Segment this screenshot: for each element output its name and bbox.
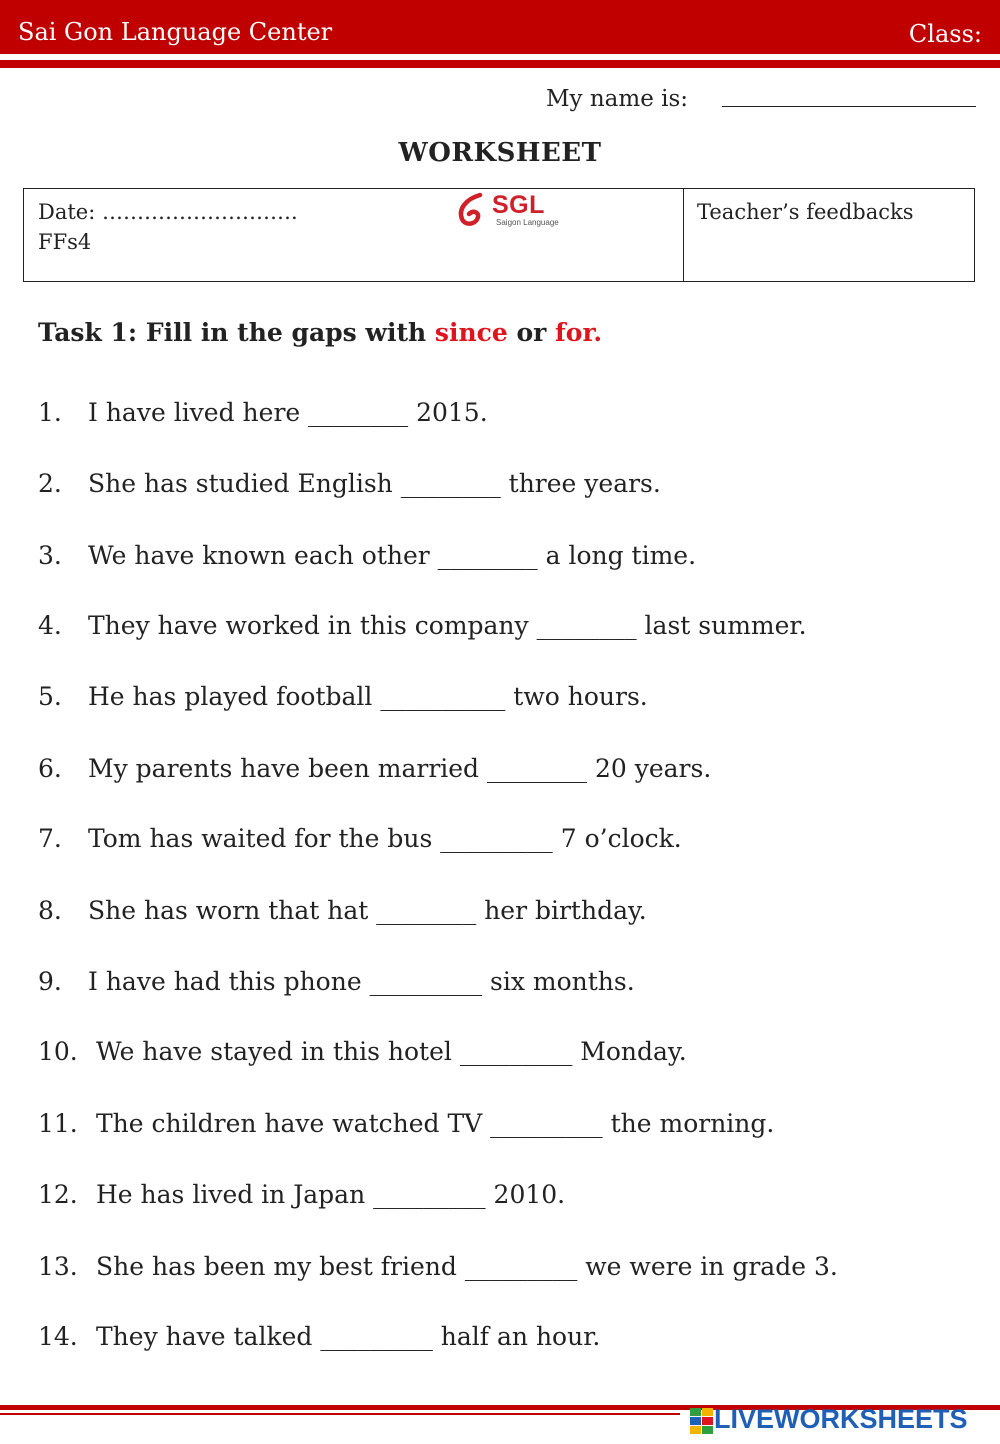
footer-rule-thin bbox=[0, 1413, 680, 1415]
question-number: 4. bbox=[38, 611, 62, 640]
question-item bbox=[38, 1109, 774, 1138]
task-word-since: since bbox=[434, 318, 508, 347]
question-number: 1. bbox=[38, 398, 62, 427]
question-item bbox=[38, 896, 647, 925]
question-number: 3. bbox=[38, 541, 62, 570]
question-item bbox=[38, 1322, 600, 1351]
question-number: 12. bbox=[38, 1180, 78, 1209]
question-text: They have worked in this company ________ last summer. bbox=[88, 611, 807, 640]
logo-subtext: Saigon Language bbox=[496, 218, 559, 227]
name-input-line[interactable] bbox=[722, 106, 976, 107]
question-number: 13. bbox=[38, 1252, 78, 1281]
sgl-logo bbox=[454, 191, 564, 231]
question-text: We have known each other ________ a long time. bbox=[88, 541, 697, 570]
question-text: She has worn that hat ________ her birthday. bbox=[88, 896, 647, 925]
header-rule bbox=[0, 60, 1000, 68]
question-item bbox=[38, 1180, 565, 1209]
question-text: She has studied English ________ three years. bbox=[88, 469, 661, 498]
liveworksheets-logo[interactable] bbox=[690, 1404, 968, 1440]
question-item bbox=[38, 1252, 838, 1281]
task-middle: or bbox=[507, 318, 556, 347]
question-number: 7. bbox=[38, 824, 62, 853]
question-text: They have talked _________ half an hour. bbox=[96, 1322, 601, 1351]
question-text: I have lived here ________ 2015. bbox=[88, 398, 488, 427]
question-text: He has played football __________ two hours. bbox=[88, 682, 648, 711]
question-item bbox=[38, 754, 711, 783]
teacher-feedback-label: Teacher’s feedbacks bbox=[697, 200, 914, 224]
question-number: 2. bbox=[38, 469, 62, 498]
question-text: My parents have been married ________ 20 years. bbox=[88, 754, 712, 783]
question-number: 5. bbox=[38, 682, 62, 711]
question-item bbox=[38, 682, 648, 711]
question-item bbox=[38, 1037, 687, 1066]
question-item bbox=[38, 541, 696, 570]
question-item bbox=[38, 469, 661, 498]
page-title: WORKSHEET bbox=[398, 138, 602, 168]
question-item bbox=[38, 967, 635, 996]
question-text: She has been my best friend _________ we were in grade 3. bbox=[96, 1252, 838, 1281]
question-text: I have had this phone _________ six months. bbox=[88, 967, 635, 996]
center-name: Sai Gon Language Center bbox=[18, 18, 333, 46]
liveworksheets-blocks-icon bbox=[690, 1406, 714, 1434]
task-prefix: Task 1: Fill in the gaps with bbox=[38, 318, 435, 347]
info-table-divider bbox=[683, 188, 684, 282]
name-label: My name is: bbox=[546, 86, 689, 112]
question-number: 6. bbox=[38, 754, 62, 783]
question-number: 10. bbox=[38, 1037, 78, 1066]
sgl-swirl-icon bbox=[454, 191, 490, 231]
class-label: Class: bbox=[908, 20, 982, 48]
question-item bbox=[38, 824, 682, 853]
logo-text: SGL bbox=[492, 191, 545, 219]
worksheet-code: FFs4 bbox=[38, 230, 92, 254]
task-title bbox=[38, 318, 602, 347]
question-text: Tom has waited for the bus _________ 7 o’clock. bbox=[88, 824, 682, 853]
question-number: 11. bbox=[38, 1109, 78, 1138]
liveworksheets-brand: LIVEWORKSHEETS bbox=[714, 1404, 968, 1434]
date-field: Date: ………………………. bbox=[38, 200, 298, 224]
question-text: We have stayed in this hotel _________ Monday. bbox=[96, 1037, 687, 1066]
task-word-for: for. bbox=[555, 318, 603, 347]
question-text: He has lived in Japan _________ 2010. bbox=[96, 1180, 566, 1209]
question-text: The children have watched TV _________ the morning. bbox=[96, 1109, 775, 1138]
question-item bbox=[38, 611, 807, 640]
question-item bbox=[38, 398, 488, 427]
question-number: 9. bbox=[38, 967, 62, 996]
question-number: 8. bbox=[38, 896, 62, 925]
question-number: 14. bbox=[38, 1322, 78, 1351]
